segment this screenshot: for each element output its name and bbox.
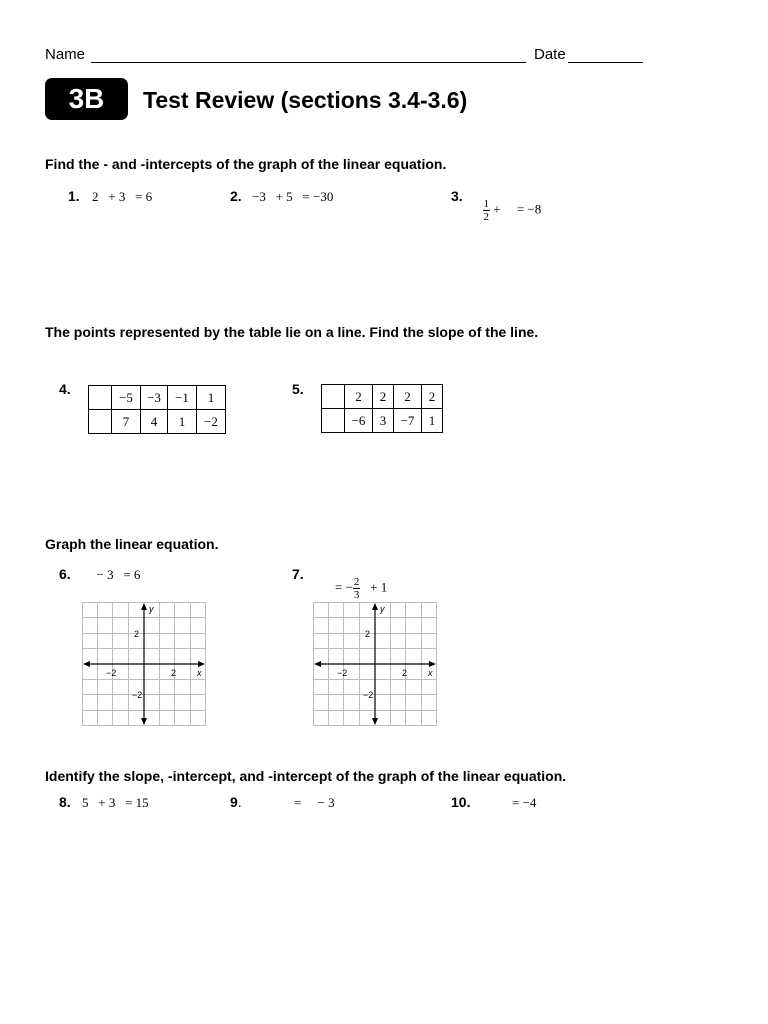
equation-suffix: + 1: [360, 579, 388, 595]
table-cell: 2: [422, 385, 443, 409]
problem-number-2: 2.: [230, 188, 242, 204]
name-field-line[interactable]: [91, 62, 526, 63]
problem-number-5: 5.: [292, 381, 304, 397]
date-label: Date: [534, 46, 566, 63]
tick-label-y-pos: 2: [134, 629, 140, 639]
table-cell: [322, 385, 345, 409]
problem-number-1: 1.: [68, 188, 80, 204]
problem-equation-7: [322, 560, 387, 601]
problem-number-9-digit: 9: [230, 794, 238, 810]
table-cell: −1: [168, 386, 197, 410]
problem-number-6: 6.: [59, 566, 71, 582]
table-cell: −6: [345, 409, 373, 433]
tick-label-y-neg: −2: [132, 690, 143, 700]
section-instruction-slope-table: The points represented by the table lie on a line. Find the slope of the line.: [45, 324, 539, 340]
fraction-one-half: [483, 198, 491, 223]
table-cell: −3: [141, 386, 168, 410]
tick-label-y-neg: −2: [363, 690, 374, 700]
fraction-numerator: 1: [483, 198, 489, 210]
coordinate-grid-6[interactable]: [82, 602, 207, 728]
fraction-numerator: 2: [353, 576, 360, 588]
table-cell: [322, 409, 345, 433]
table-row: [322, 409, 443, 433]
problem-number-10: 10.: [451, 794, 471, 810]
equation-remainder: + = −8: [490, 201, 542, 217]
table-cell: 1: [197, 386, 226, 410]
problem-equation-9: = − 3: [294, 795, 335, 810]
tick-label-x-neg: −2: [106, 668, 117, 678]
page-title: Test Review (sections 3.4-3.6): [143, 87, 468, 113]
problem-number-9-period: .: [237, 794, 242, 810]
table-cell: 3: [373, 409, 394, 433]
y-axis-arrow-down: [372, 718, 378, 725]
x-axis-label: x: [428, 668, 433, 678]
table-cell: −5: [112, 386, 141, 410]
table-cell: 2: [373, 385, 394, 409]
table-row: [322, 385, 443, 409]
value-table-5: [321, 384, 443, 433]
problem-equation-2: −3 + 5 = −30: [252, 189, 334, 204]
coordinate-grid-7[interactable]: [313, 602, 438, 728]
table-cell: 2: [394, 385, 422, 409]
y-axis-label: y: [149, 604, 154, 614]
table-row: [89, 386, 226, 410]
problem-equation-1: 2 + 3 = 6: [92, 189, 153, 204]
table-cell: 1: [422, 409, 443, 433]
y-axis-arrow-up: [372, 603, 378, 610]
section-instruction-graph: Graph the linear equation.: [45, 536, 219, 552]
x-axis-label: x: [197, 668, 202, 678]
table-cell: 1: [168, 410, 197, 434]
tick-label-y-pos: 2: [365, 629, 371, 639]
table-cell: 7: [112, 410, 141, 434]
table-cell: [89, 386, 112, 410]
problem-number-7: 7.: [292, 566, 304, 582]
x-axis-arrow-right: [429, 661, 436, 667]
problem-number-9: [230, 794, 242, 812]
table-cell: 2: [345, 385, 373, 409]
x-axis-arrow-right: [198, 661, 205, 667]
problem-number-3: 3.: [451, 188, 463, 204]
tick-label-x-pos: 2: [402, 668, 408, 678]
section-instruction-identify: Identify the slope, -intercept, and -intercept of the graph of the linear equation.: [45, 768, 567, 784]
table-cell: [89, 410, 112, 434]
value-table-4: [88, 385, 226, 434]
table-cell: 4: [141, 410, 168, 434]
problem-equation-8: 5 + 3 = 15: [82, 795, 149, 810]
section-instruction-intercepts: Find the - and -intercepts of the graph of the linear equation.: [45, 156, 447, 172]
equation-prefix: = −: [328, 579, 353, 595]
table-cell: −7: [394, 409, 422, 433]
section-badge: 3B: [45, 78, 128, 120]
tick-label-x-neg: −2: [337, 668, 348, 678]
problem-number-8: 8.: [59, 794, 71, 810]
y-axis-arrow-down: [141, 718, 147, 725]
problem-number-4: 4.: [59, 381, 71, 397]
fraction-denominator: 2: [483, 211, 489, 223]
problem-equation-3: [476, 182, 541, 223]
y-axis-label: y: [380, 604, 385, 614]
table-row: [89, 410, 226, 434]
problem-equation-10: = −4: [512, 795, 537, 810]
y-axis-arrow-up: [141, 603, 147, 610]
tick-label-x-pos: 2: [171, 668, 177, 678]
problem-equation-6: − 3 = 6: [90, 567, 141, 582]
x-axis-arrow-left: [83, 661, 90, 667]
fraction-denominator: 3: [353, 589, 360, 601]
date-field-line[interactable]: [568, 62, 643, 63]
name-label: Name: [45, 46, 86, 63]
table-cell: −2: [197, 410, 226, 434]
x-axis-arrow-left: [314, 661, 321, 667]
